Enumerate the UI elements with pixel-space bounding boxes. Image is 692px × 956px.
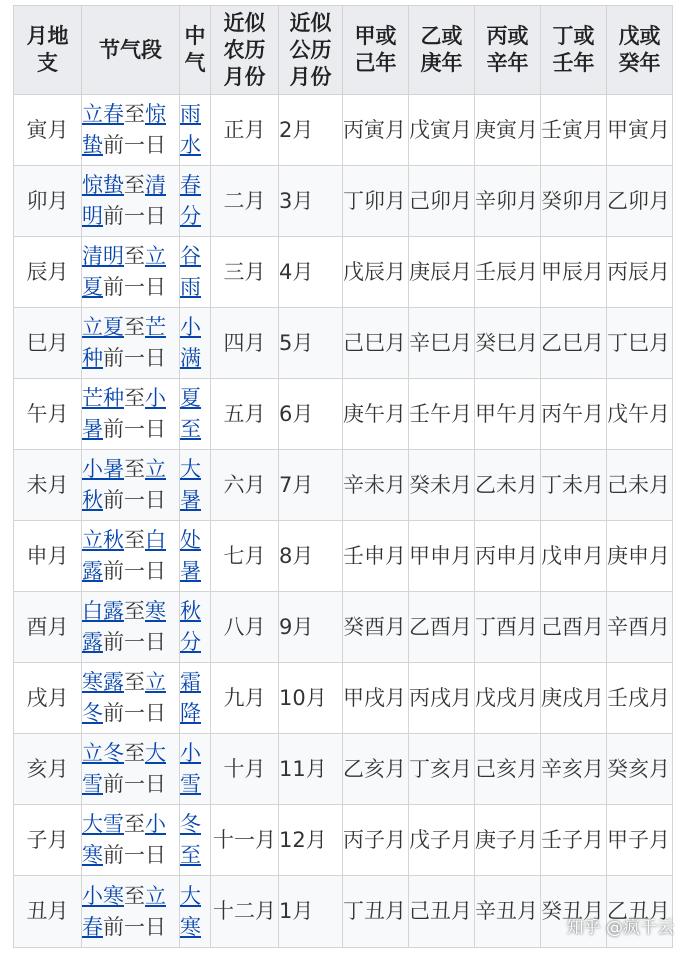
period-suffix: 前一日 xyxy=(103,275,166,299)
month-branch-cell: 申月 xyxy=(14,521,82,592)
gregorian-month-cell: 8月 xyxy=(279,521,343,592)
period-connector: 至 xyxy=(124,741,145,765)
zhongqi-cell xyxy=(180,663,211,734)
lunar-month-cell: 五月 xyxy=(211,379,279,450)
gregorian-month-cell: 6月 xyxy=(279,379,343,450)
header-yi-geng-year: 乙或庚年 xyxy=(409,6,475,95)
month-branch-cell: 巳月 xyxy=(14,308,82,379)
table-row xyxy=(14,521,673,592)
ganzhi-month-cell: 庚子月 xyxy=(475,805,541,876)
ganzhi-month-cell: 丙子月 xyxy=(343,805,409,876)
solar-term-end-link[interactable]: 寒露 xyxy=(82,599,166,654)
header-row xyxy=(14,6,673,95)
ganzhi-month-cell: 戊辰月 xyxy=(343,237,409,308)
ganzhi-month-cell: 己巳月 xyxy=(343,308,409,379)
solar-term-period-cell xyxy=(82,450,180,521)
ganzhi-month-cell: 乙卯月 xyxy=(607,166,673,237)
solar-term-end-link[interactable]: 大雪 xyxy=(82,741,166,796)
ganzhi-month-cell: 己酉月 xyxy=(541,592,607,663)
lunar-month-cell: 七月 xyxy=(211,521,279,592)
period-suffix: 前一日 xyxy=(103,488,166,512)
zhongqi-link[interactable]: 大暑 xyxy=(180,457,201,512)
solar-term-period-cell xyxy=(82,308,180,379)
period-connector: 至 xyxy=(124,528,145,552)
ganzhi-month-cell: 壬戌月 xyxy=(607,663,673,734)
zhongqi-link[interactable]: 夏至 xyxy=(180,386,201,441)
ganzhi-month-cell: 戊寅月 xyxy=(409,95,475,166)
ganzhi-month-cell: 乙巳月 xyxy=(541,308,607,379)
ganzhi-month-cell: 戊戌月 xyxy=(475,663,541,734)
solar-term-period-cell xyxy=(82,95,180,166)
period-connector: 至 xyxy=(124,315,145,339)
lunar-month-cell: 八月 xyxy=(211,592,279,663)
solar-term-start-link[interactable]: 芒种 xyxy=(82,386,124,410)
period-connector: 至 xyxy=(124,457,145,481)
zhongqi-cell xyxy=(180,876,211,948)
lunar-month-cell: 正月 xyxy=(211,95,279,166)
header-bing-xin-year: 丙或辛年 xyxy=(475,6,541,95)
ganzhi-month-cell: 丙辰月 xyxy=(607,237,673,308)
gregorian-month-cell: 3月 xyxy=(279,166,343,237)
ganzhi-month-cell: 丁卯月 xyxy=(343,166,409,237)
zhongqi-link[interactable]: 小雪 xyxy=(180,741,201,796)
month-branch-cell: 辰月 xyxy=(14,237,82,308)
zhongqi-link[interactable]: 秋分 xyxy=(180,599,201,654)
month-branch-cell: 午月 xyxy=(14,379,82,450)
solar-term-period-cell xyxy=(82,237,180,308)
ganzhi-month-cell: 乙亥月 xyxy=(343,734,409,805)
ganzhi-month-cell: 庚寅月 xyxy=(475,95,541,166)
zhongqi-cell xyxy=(180,592,211,663)
solar-term-period-cell xyxy=(82,876,180,948)
zhongqi-link[interactable]: 谷雨 xyxy=(180,244,201,299)
solar-term-start-link[interactable]: 立春 xyxy=(82,102,124,126)
ganzhi-month-cell: 丁丑月 xyxy=(343,876,409,948)
ganzhi-month-cell: 甲申月 xyxy=(409,521,475,592)
ganzhi-month-cell: 癸亥月 xyxy=(607,734,673,805)
ganzhi-month-cell: 癸卯月 xyxy=(541,166,607,237)
ganzhi-month-cell: 丁巳月 xyxy=(607,308,673,379)
ganzhi-month-cell: 丙寅月 xyxy=(343,95,409,166)
zhongqi-cell xyxy=(180,166,211,237)
period-connector: 至 xyxy=(124,599,145,623)
lunar-month-cell: 四月 xyxy=(211,308,279,379)
period-suffix: 前一日 xyxy=(103,772,166,796)
lunar-month-cell: 九月 xyxy=(211,663,279,734)
header-wu-gui-year: 戊或癸年 xyxy=(607,6,673,95)
month-branch-cell: 戌月 xyxy=(14,663,82,734)
ganzhi-month-cell: 丙申月 xyxy=(475,521,541,592)
table-row xyxy=(14,805,673,876)
solar-term-period-cell xyxy=(82,521,180,592)
ganzhi-month-cell: 乙丑月 xyxy=(607,876,673,948)
ganzhi-month-cell: 壬寅月 xyxy=(541,95,607,166)
gregorian-month-cell: 1月 xyxy=(279,876,343,948)
zhongqi-cell xyxy=(180,95,211,166)
zhongqi-link[interactable]: 冬至 xyxy=(180,812,201,867)
solar-term-period-cell xyxy=(82,592,180,663)
ganzhi-month-cell: 壬子月 xyxy=(541,805,607,876)
ganzhi-month-cell: 甲午月 xyxy=(475,379,541,450)
ganzhi-month-cell: 己丑月 xyxy=(409,876,475,948)
ganzhi-month-cell: 壬申月 xyxy=(343,521,409,592)
table-row xyxy=(14,237,673,308)
period-suffix: 前一日 xyxy=(103,559,166,583)
ganzhi-month-cell: 辛卯月 xyxy=(475,166,541,237)
month-branch-cell: 亥月 xyxy=(14,734,82,805)
ganzhi-month-cell: 己未月 xyxy=(607,450,673,521)
solar-term-period-cell xyxy=(82,663,180,734)
solar-term-period-cell xyxy=(82,166,180,237)
zhongqi-link[interactable]: 春分 xyxy=(180,173,201,228)
table-row xyxy=(14,450,673,521)
gregorian-month-cell: 2月 xyxy=(279,95,343,166)
ganzhi-month-cell: 庚申月 xyxy=(607,521,673,592)
ganzhi-month-cell: 庚戌月 xyxy=(541,663,607,734)
ganzhi-month-cell: 辛亥月 xyxy=(541,734,607,805)
period-suffix: 前一日 xyxy=(103,417,166,441)
ganzhi-month-cell: 辛巳月 xyxy=(409,308,475,379)
solar-term-start-link[interactable]: 立冬 xyxy=(82,741,124,765)
solar-term-end-link[interactable]: 清明 xyxy=(82,173,166,228)
ganzhi-month-cell: 甲戌月 xyxy=(343,663,409,734)
ganzhi-month-cell: 壬辰月 xyxy=(475,237,541,308)
table-row xyxy=(14,379,673,450)
zhongqi-cell xyxy=(180,450,211,521)
solar-term-end-link[interactable]: 白露 xyxy=(82,528,166,583)
lunar-month-cell: 十月 xyxy=(211,734,279,805)
solar-term-start-link[interactable]: 小寒 xyxy=(82,883,124,908)
period-suffix: 前一日 xyxy=(103,630,166,654)
solar-term-period-cell xyxy=(82,734,180,805)
ganzhi-month-cell: 辛酉月 xyxy=(607,592,673,663)
solar-term-start-link[interactable]: 立夏 xyxy=(82,315,124,339)
period-connector: 至 xyxy=(124,670,145,694)
ganzhi-month-cell: 癸未月 xyxy=(409,450,475,521)
solar-term-start-link[interactable]: 惊蛰 xyxy=(82,173,124,197)
header-lunar-month: 近似农历月份 xyxy=(211,6,279,95)
zhongqi-cell xyxy=(180,805,211,876)
ganzhi-month-cell: 丙戌月 xyxy=(409,663,475,734)
solar-term-end-link[interactable]: 立春 xyxy=(82,883,166,939)
gregorian-month-cell: 4月 xyxy=(279,237,343,308)
lunar-month-cell: 十二月 xyxy=(211,876,279,948)
ganzhi-month-cell: 甲辰月 xyxy=(541,237,607,308)
solar-term-end-link[interactable]: 立秋 xyxy=(82,457,166,512)
solar-term-start-link[interactable]: 白露 xyxy=(82,599,124,623)
lunar-month-cell: 三月 xyxy=(211,237,279,308)
month-branch-cell: 卯月 xyxy=(14,166,82,237)
period-connector: 至 xyxy=(124,386,145,410)
period-connector: 至 xyxy=(124,102,145,126)
solar-term-period-cell xyxy=(82,805,180,876)
lunar-month-cell: 二月 xyxy=(211,166,279,237)
period-connector: 至 xyxy=(124,812,145,836)
ganzhi-month-cell: 癸酉月 xyxy=(343,592,409,663)
zhongqi-cell xyxy=(180,521,211,592)
solar-term-start-link[interactable]: 小暑 xyxy=(82,457,124,481)
header-zhongqi: 中气 xyxy=(180,6,211,95)
gregorian-month-cell: 10月 xyxy=(279,663,343,734)
header-month-branch: 月地支 xyxy=(14,6,82,95)
period-suffix: 前一日 xyxy=(103,204,166,228)
ganzhi-month-cell: 戊申月 xyxy=(541,521,607,592)
ganzhi-month-cell: 丙午月 xyxy=(541,379,607,450)
ganzhi-month-cell: 戊午月 xyxy=(607,379,673,450)
ganzhi-month-cell: 庚午月 xyxy=(343,379,409,450)
solar-term-period-cell xyxy=(82,379,180,450)
ganzhi-month-cell: 丁未月 xyxy=(541,450,607,521)
gregorian-month-cell: 7月 xyxy=(279,450,343,521)
ganzhi-month-cell: 甲子月 xyxy=(607,805,673,876)
header-jia-ji-year: 甲或己年 xyxy=(343,6,409,95)
solar-term-end-link[interactable]: 惊蛰 xyxy=(82,102,166,157)
header-ding-ren-year: 丁或壬年 xyxy=(541,6,607,95)
month-branch-cell: 丑月 xyxy=(14,876,82,948)
month-branch-cell: 寅月 xyxy=(14,95,82,166)
table-row xyxy=(14,734,673,805)
zhongqi-cell xyxy=(180,734,211,805)
zhongqi-cell xyxy=(180,308,211,379)
ganzhi-month-cell: 癸巳月 xyxy=(475,308,541,379)
period-connector: 至 xyxy=(124,883,145,908)
month-branch-cell: 酉月 xyxy=(14,592,82,663)
table-body xyxy=(14,95,673,948)
ganzhi-month-cell: 庚辰月 xyxy=(409,237,475,308)
table-row xyxy=(14,308,673,379)
period-suffix: 前一日 xyxy=(103,914,166,939)
table-row xyxy=(14,592,673,663)
table-row xyxy=(14,95,673,166)
ganzhi-month-cell: 辛丑月 xyxy=(475,876,541,948)
period-connector: 至 xyxy=(124,244,145,268)
ganzhi-month-cell: 己亥月 xyxy=(475,734,541,805)
solar-term-end-link[interactable]: 立夏 xyxy=(82,244,166,299)
zhongqi-link[interactable]: 小满 xyxy=(180,315,201,370)
solar-term-end-link[interactable]: 小寒 xyxy=(82,812,166,867)
zhongqi-link[interactable]: 霜降 xyxy=(180,670,201,725)
table-row xyxy=(14,166,673,237)
solar-term-start-link[interactable]: 清明 xyxy=(82,244,124,268)
ganzhi-month-cell: 癸丑月 xyxy=(541,876,607,948)
solar-term-end-link[interactable]: 小暑 xyxy=(82,386,166,441)
ganzhi-month-cell: 甲寅月 xyxy=(607,95,673,166)
solar-term-end-link[interactable]: 芒种 xyxy=(82,315,166,370)
zhongqi-link[interactable]: 雨水 xyxy=(180,102,201,157)
table-row xyxy=(14,663,673,734)
header-gregorian-month: 近似公历月份 xyxy=(279,6,343,95)
gregorian-month-cell: 12月 xyxy=(279,805,343,876)
solar-term-start-link[interactable]: 大雪 xyxy=(82,812,124,836)
ganzhi-month-cell: 乙酉月 xyxy=(409,592,475,663)
zhongqi-link[interactable]: 大寒 xyxy=(180,883,201,939)
period-suffix: 前一日 xyxy=(103,701,166,725)
period-suffix: 前一日 xyxy=(103,346,166,370)
solar-term-end-link[interactable]: 立冬 xyxy=(82,670,166,725)
solar-term-start-link[interactable]: 寒露 xyxy=(82,670,124,694)
gregorian-month-cell: 5月 xyxy=(279,308,343,379)
month-branch-cell: 子月 xyxy=(14,805,82,876)
lunar-month-cell: 十一月 xyxy=(211,805,279,876)
zhongqi-cell xyxy=(180,379,211,450)
lunar-month-cell: 六月 xyxy=(211,450,279,521)
gregorian-month-cell: 9月 xyxy=(279,592,343,663)
period-connector: 至 xyxy=(124,173,145,197)
period-suffix: 前一日 xyxy=(103,133,166,157)
ganzhi-month-cell: 丁酉月 xyxy=(475,592,541,663)
month-branch-cell: 未月 xyxy=(14,450,82,521)
zhongqi-link[interactable]: 处暑 xyxy=(180,528,201,583)
period-suffix: 前一日 xyxy=(103,843,166,867)
ganzhi-month-cell: 辛未月 xyxy=(343,450,409,521)
ganzhi-month-cell: 壬午月 xyxy=(409,379,475,450)
zhongqi-cell xyxy=(180,237,211,308)
ganzhi-month-cell: 乙未月 xyxy=(475,450,541,521)
ganzhi-month-cell: 丁亥月 xyxy=(409,734,475,805)
gregorian-month-cell: 11月 xyxy=(279,734,343,805)
ganzhi-month-table xyxy=(13,5,673,948)
ganzhi-month-cell: 戊子月 xyxy=(409,805,475,876)
ganzhi-month-cell: 己卯月 xyxy=(409,166,475,237)
watermark: 知乎 @疯千云 xyxy=(566,918,674,938)
solar-term-start-link[interactable]: 立秋 xyxy=(82,528,124,552)
header-solar-term-period: 节气段 xyxy=(82,6,180,95)
